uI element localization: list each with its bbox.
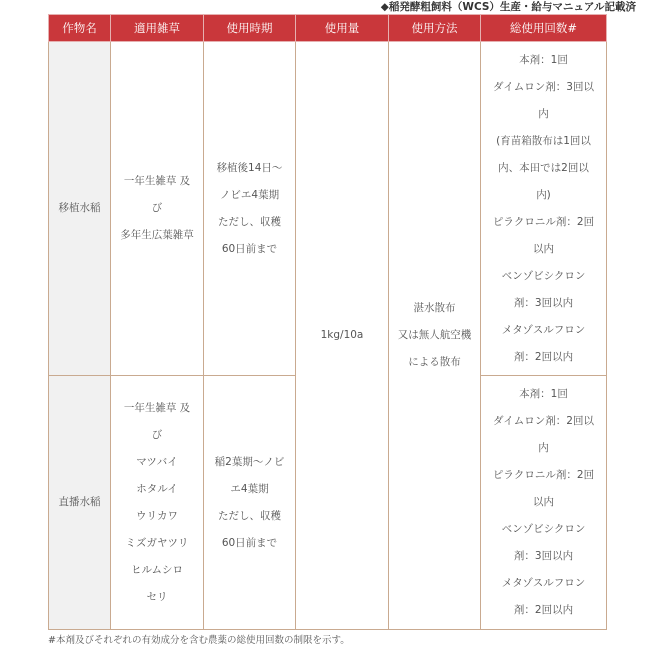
header-amount: 使用量 xyxy=(296,15,389,42)
cell-line: 内) xyxy=(536,188,551,201)
cell-line: 60日前まで xyxy=(221,536,278,549)
header-weeds: 適用雑草 xyxy=(111,15,204,42)
header-count: 総使用回数# xyxy=(481,15,607,42)
cell-line: 以内 xyxy=(533,496,554,508)
cell-line: 移植後14日～ xyxy=(216,161,283,174)
header-row xyxy=(49,15,607,42)
cell-line: 剤：3回以内 xyxy=(513,296,574,309)
method-cell xyxy=(389,42,481,630)
cell-line: ピラクロニル剤：2回 xyxy=(492,469,595,481)
cell-line: 剤：3回以内 xyxy=(513,550,574,562)
manual-note: ◆稲発酵粗飼料（WCS）生産・給与マニュアル記載済 xyxy=(380,1,636,13)
cell-line: ただし、収穫 xyxy=(218,509,281,522)
crop-cell: 直播水稲 xyxy=(49,376,111,630)
count-cell xyxy=(481,42,607,376)
cell-line: ミズガヤツリ xyxy=(125,536,189,549)
header-method: 使用方法 xyxy=(389,15,481,42)
cell-line: 剤：2回以内 xyxy=(513,604,574,616)
cell-line: 本剤：1回 xyxy=(519,53,568,66)
cell-line: 多年生広葉雑草 xyxy=(120,229,194,241)
amount-cell: 1kg/10a xyxy=(296,42,389,630)
cell-line: ピラクロニル剤：2回 xyxy=(492,215,595,228)
cell-line: ダイムロン剤：2回以 xyxy=(493,415,594,427)
cell-line: 一年生雑草 及 xyxy=(123,175,191,187)
cell-line: ダイムロン剤：3回以 xyxy=(493,80,594,93)
cell-line: ノビエ4葉期 xyxy=(219,188,280,201)
cell-line: 一年生雑草 及 xyxy=(123,401,191,414)
cell-line: び xyxy=(151,202,163,214)
cell-line: マツバイ xyxy=(136,455,178,468)
cell-line: による散布 xyxy=(408,356,461,368)
cell-line: ただし、収穫 xyxy=(218,215,281,228)
cell-line: 湛水散布 xyxy=(413,302,456,314)
cell-line: 本剤：1回 xyxy=(519,388,568,400)
cell-line: エ4葉期 xyxy=(230,482,269,495)
cell-line: 内、本田では2回以 xyxy=(498,161,589,174)
cell-line: ホタルイ xyxy=(136,482,178,495)
weeds-cell xyxy=(111,376,204,630)
cell-line: ベンゾビシクロン xyxy=(501,523,586,535)
header-timing: 使用時期 xyxy=(204,15,296,42)
usage-table xyxy=(48,14,607,630)
cell-line: (育苗箱散布は1回以 xyxy=(496,134,591,147)
cell-line: 以内 xyxy=(533,242,554,255)
cell-line: 稲2葉期～ノビ xyxy=(214,455,285,468)
header-crop: 作物名 xyxy=(49,15,111,42)
table-row xyxy=(49,42,607,376)
footnote: #本剤及びそれぞれの有効成分を含む農薬の総使用回数の制限を示す。 xyxy=(48,635,350,646)
timing-cell xyxy=(204,42,296,376)
cell-line: ウリカワ xyxy=(136,509,178,522)
timing-cell xyxy=(204,376,296,630)
cell-line: 60日前まで xyxy=(221,242,278,255)
count-cell xyxy=(481,376,607,630)
cell-line: ヒルムシロ xyxy=(130,563,184,576)
cell-line: メタゾスルフロン xyxy=(501,577,586,589)
cell-line: 剤：2回以内 xyxy=(513,350,574,363)
crop-cell: 移植水稲 xyxy=(49,42,111,376)
cell-line: 内 xyxy=(538,107,549,120)
cell-line: び xyxy=(151,428,163,441)
cell-line: 内 xyxy=(538,442,549,454)
cell-line: ベンゾビシクロン xyxy=(501,269,586,282)
cell-line: メタゾスルフロン xyxy=(501,323,586,336)
cell-line: 又は無人航空機 xyxy=(397,329,472,341)
cell-line: セリ xyxy=(146,590,168,603)
weeds-cell xyxy=(111,42,204,376)
